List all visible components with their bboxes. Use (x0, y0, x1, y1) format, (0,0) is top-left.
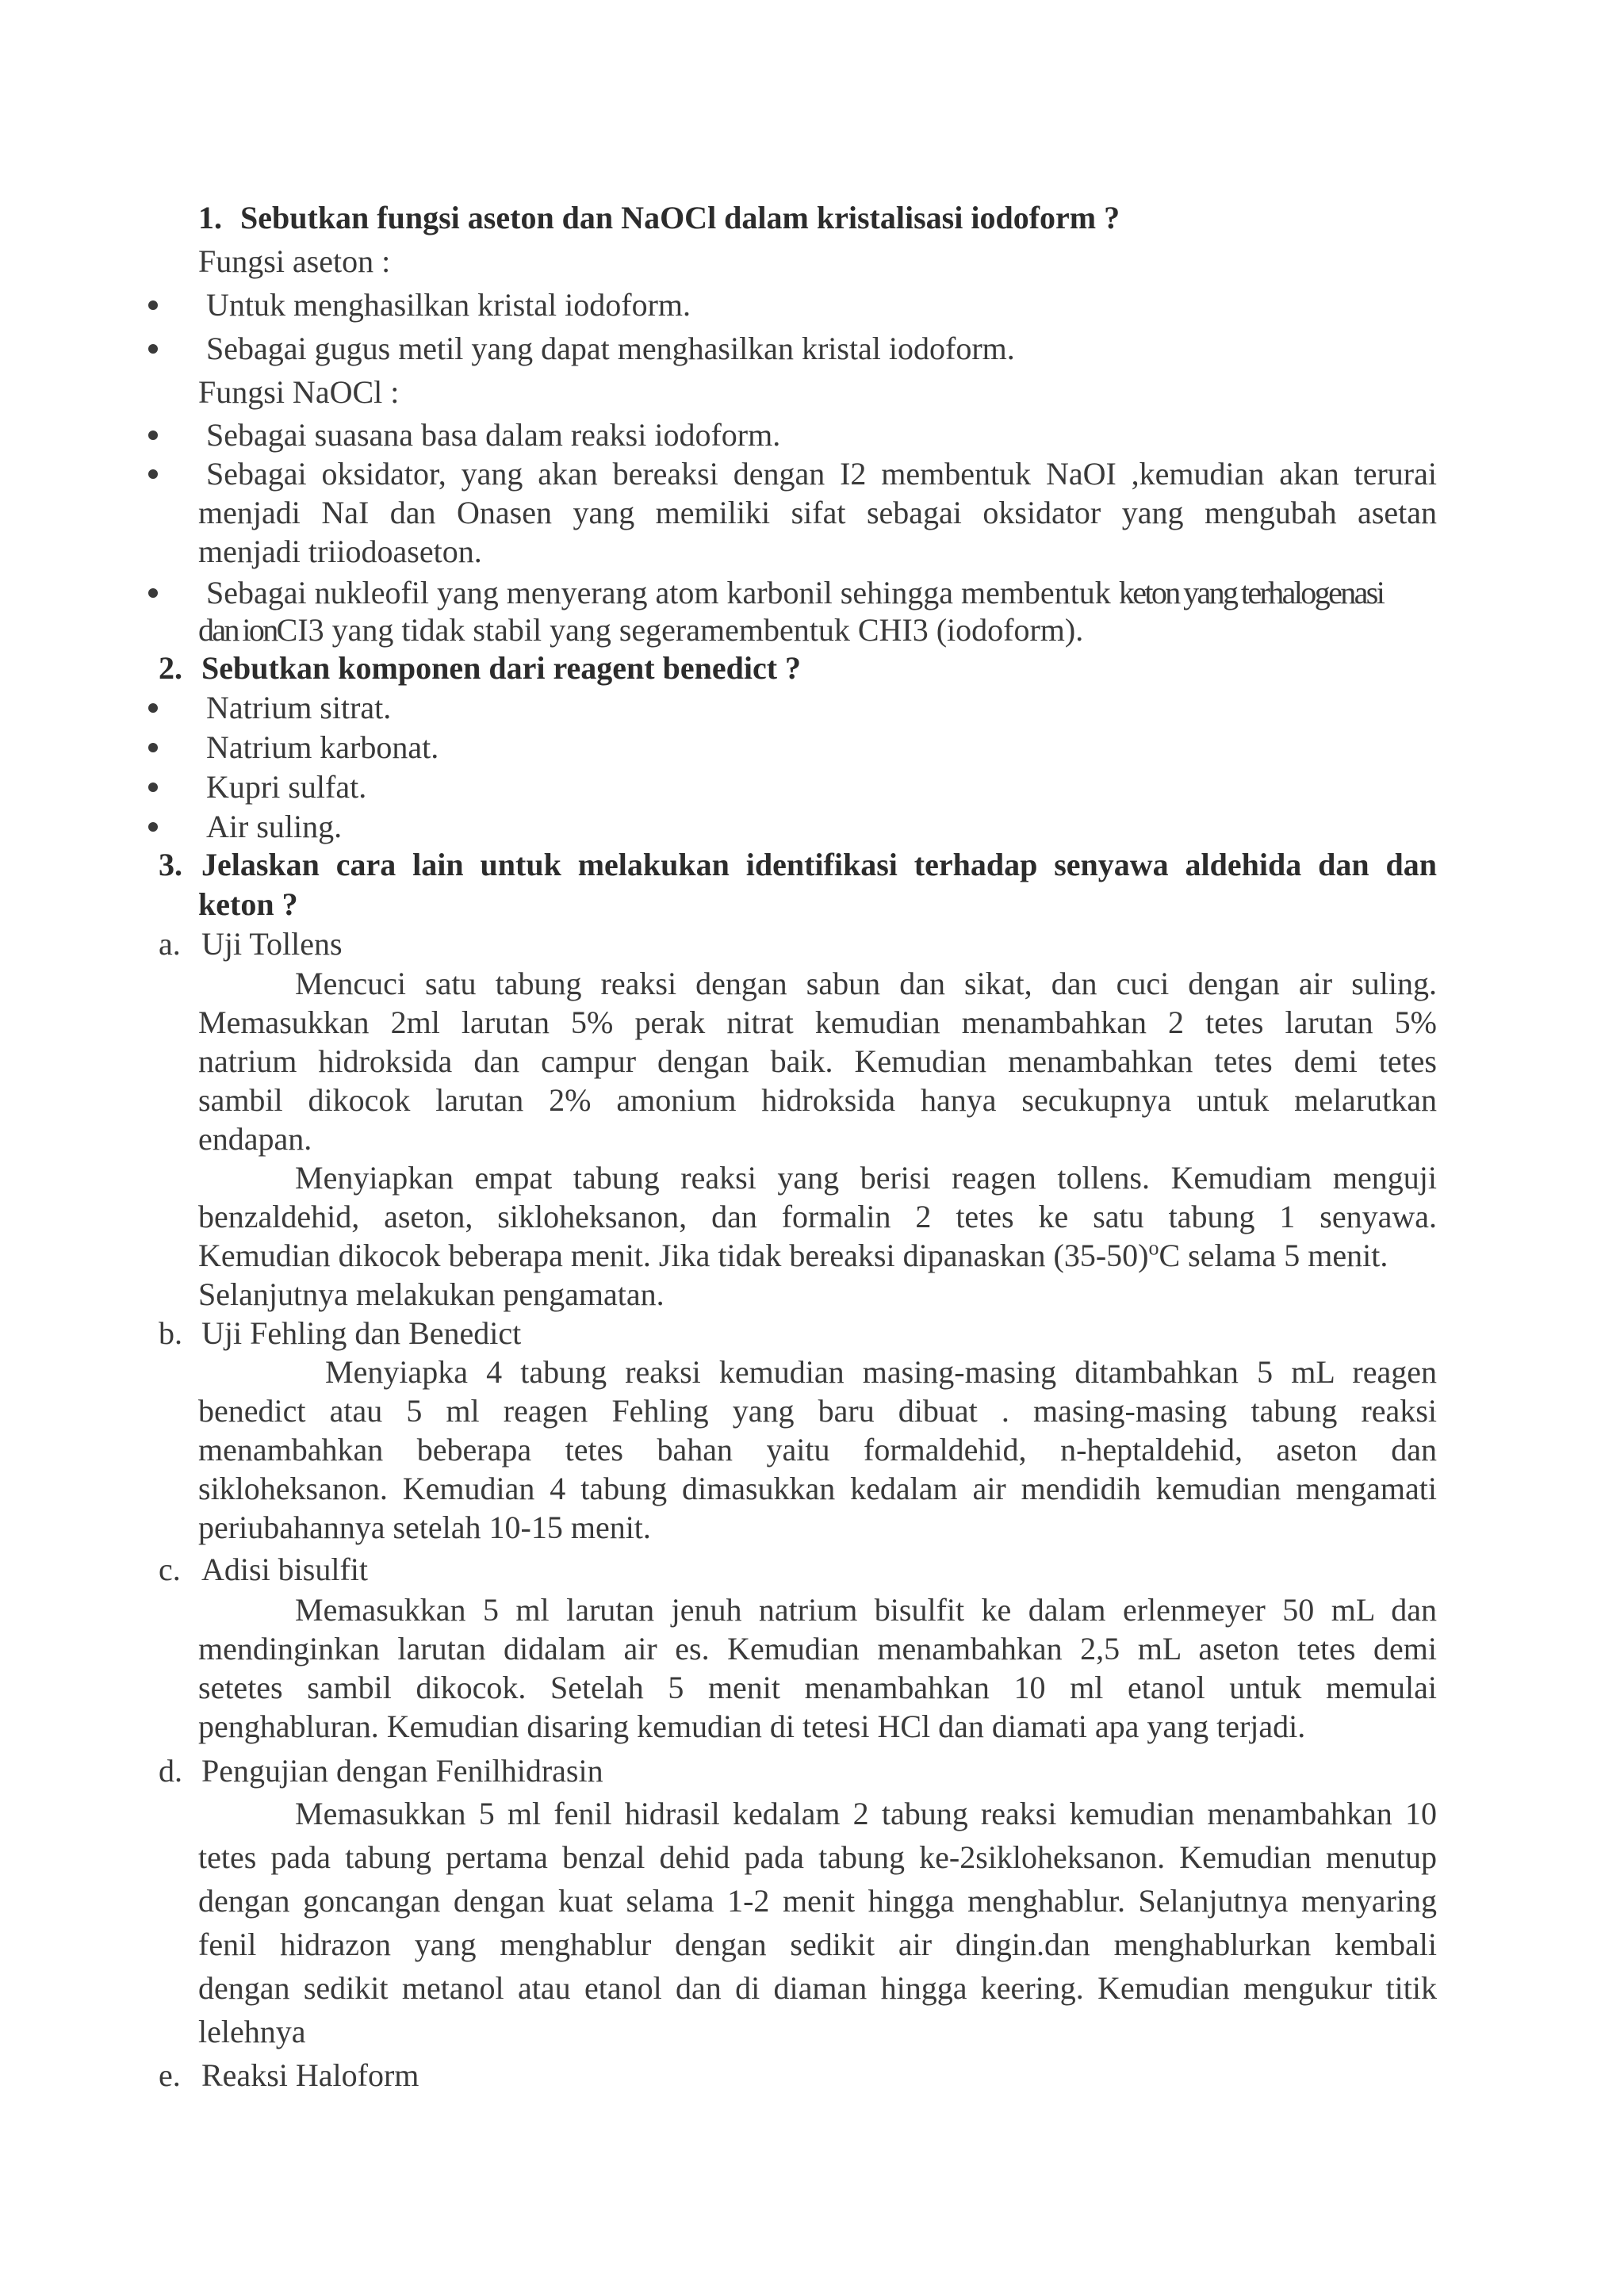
q3-number: 3. (159, 847, 182, 882)
q1-naocl-item-line: menjadi NaI dan Onasen yang memiliki sifat sebagai oksidator yang mengubah asetan (198, 495, 1437, 530)
q1-number: 1. (198, 200, 222, 235)
q3-title: keton ? (198, 886, 298, 922)
q3-c-title: Adisi bisulfit (201, 1552, 369, 1587)
paragraph-line: tetes pada tabung pertama benzal dehid pada tabung ke-2sikloheksanon. Kemudian menutup (198, 1839, 1437, 1875)
bullet-dot (148, 588, 158, 598)
bullet-dot (148, 344, 158, 354)
q1-naocl-item-line: menjadi triiodoaseton. (198, 534, 482, 569)
paragraph-line: benzaldehid, aseton, sikloheksanon, dan formalin 2 tetes ke satu tabung 1 senyawa. (198, 1199, 1437, 1234)
q3-a-title: Uji Tollens (201, 926, 343, 962)
paragraph-line: periubahannya setelah 10-15 menit. (198, 1510, 651, 1545)
q3-e-title: Reaksi Haloform (201, 2057, 419, 2093)
bullet-dot (148, 743, 158, 752)
paragraph-line: endapan. (198, 1121, 312, 1157)
q1-aseton-item: Untuk menghasilkan kristal iodoform. (206, 287, 691, 323)
bullet-dot (148, 822, 158, 832)
q3-c-label: c. (159, 1552, 181, 1587)
q1-naocl-item-line: Sebagai nukleofil yang menyerang atom karbonil sehingga membentuk keton yang terhalogenasi (206, 575, 1384, 610)
q2-item: Natrium karbonat. (206, 729, 439, 765)
q2-item: Natrium sitrat. (206, 690, 392, 725)
q3-a-label: a. (159, 926, 181, 962)
q2-title: Sebutkan komponen dari reagent benedict ? (201, 650, 802, 686)
paragraph-line: penghabluran. Kemudian disaring kemudian di tetesi HCl dan diamati apa yang terjadi. (198, 1709, 1306, 1744)
q3-b-title: Uji Fehling dan Benedict (201, 1315, 522, 1351)
q1-naocl-item-line: Sebagai oksidator, yang akan bereaksi dengan I2 membentuk NaOI ,kemudian akan terurai (206, 456, 1437, 492)
q2-item: Kupri sulfat. (206, 769, 367, 805)
q3-title: Jelaskan cara lain untuk melakukan identifikasi terhadap senyawa aldehida dan dan (201, 847, 1437, 882)
bullet-dot (148, 300, 158, 310)
paragraph-line: Memasukkan 5 ml larutan jenuh natrium bisulfit ke dalam erlenmeyer 50 mL dan (295, 1592, 1437, 1628)
paragraph-line: Menyiapka 4 tabung reaksi kemudian masing-masing ditambahkan 5 mL reagen (325, 1354, 1437, 1390)
paragraph-line: Selanjutnya melakukan pengamatan. (198, 1276, 665, 1312)
q2-number: 2. (159, 650, 182, 686)
q3-d-label: d. (159, 1753, 182, 1789)
paragraph-line: Memasukkan 2ml larutan 5% perak nitrat kemudian menambahkan 2 tetes larutan 5% (198, 1004, 1437, 1040)
bullet-dot (148, 469, 158, 479)
paragraph-line: menambahkan beberapa tetes bahan yaitu formaldehid, n-heptaldehid, aseton dan (198, 1432, 1437, 1468)
q3-b-label: b. (159, 1315, 182, 1351)
q1-aseton-heading: Fungsi aseton : (198, 243, 391, 279)
bullet-dot (148, 783, 158, 792)
paragraph-line: natrium hidroksida dan campur dengan baik. Kemudian menambahkan tetes demi tetes (198, 1043, 1437, 1079)
paragraph-line: Mencuci satu tabung reaksi dengan sabun dan sikat, dan cuci dengan air suling. (295, 966, 1437, 1001)
paragraph-line: lelehnya (198, 2014, 306, 2049)
q1-naocl-heading: Fungsi NaOCl : (198, 374, 400, 410)
paragraph-line: sambil dikocok larutan 2% amonium hidroksida hanya secukupnya untuk melarutkan (198, 1082, 1437, 1118)
paragraph-line: Menyiapkan empat tabung reaksi yang berisi reagen tollens. Kemudiam menguji (295, 1160, 1437, 1196)
paragraph-line: Memasukkan 5 ml fenil hidrasil kedalam 2 tabung reaksi kemudian menambahkan 10 (295, 1796, 1437, 1831)
paragraph-line: benedict atau 5 ml reagen Fehling yang baru dibuat . masing-masing tabung reaksi (198, 1393, 1437, 1429)
paragraph-line: dengan sedikit metanol atau etanol dan di diaman hingga keering. Kemudian mengukur titik (198, 1970, 1437, 2006)
paragraph-line: dengan goncangan dengan kuat selama 1-2 menit hingga menghablur. Selanjutnya menyaring (198, 1883, 1437, 1919)
q1-naocl-item: Sebagai suasana basa dalam reaksi iodoform. (206, 417, 781, 453)
paragraph-line: sikloheksanon. Kemudian 4 tabung dimasukkan kedalam air mendidih kemudian mengamati (198, 1471, 1437, 1506)
q3-e-label: e. (159, 2057, 181, 2093)
q1-aseton-item: Sebagai gugus metil yang dapat menghasilkan kristal iodoform. (206, 331, 1015, 366)
q1-title: Sebutkan fungsi aseton dan NaOCl dalam kristalisasi iodoform ? (240, 200, 1120, 235)
q3-d-title: Pengujian dengan Fenilhidrasin (201, 1753, 603, 1789)
q2-item: Air suling. (206, 809, 343, 844)
q1-naocl-item-line: dan ionCI3 yang tidak stabil yang segeramembentuk CHI3 (iodoform). (198, 612, 1084, 648)
bullet-dot (148, 703, 158, 713)
paragraph-line: Kemudian dikocok beberapa menit. Jika tidak bereaksi dipanaskan $(35-50)^oC$ selama 5 menit. (198, 1236, 1388, 1273)
paragraph-line: fenil hidrazon yang menghablur dengan sedikit air dingin.dan menghablurkan kembali (198, 1927, 1437, 1962)
paragraph-line: setetes sambil dikocok. Setelah 5 menit menambahkan 10 ml etanol untuk memulai (198, 1670, 1437, 1705)
paragraph-line: mendinginkan larutan didalam air es. Kemudian menambahkan 2,5 mL aseton tetes demi (198, 1631, 1437, 1667)
bullet-dot (148, 430, 158, 440)
